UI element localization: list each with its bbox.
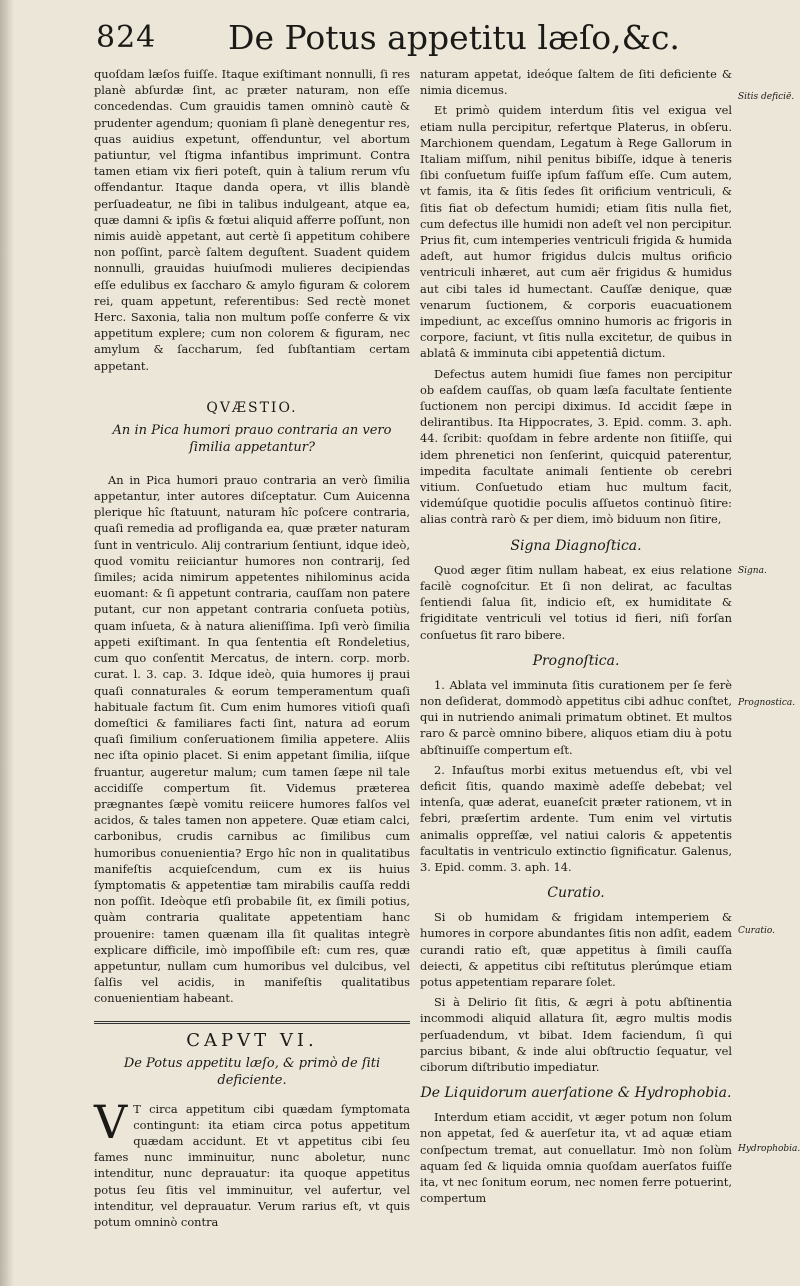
paragraph: Interdum etiam accidit, vt æger potum non ſolum non appetat, ſed & auerſetur ita, vt ad aquæ etiam conſpectum tremat, aut conuellatur. Imò non ſolùm aquam ſed & liquida omnia quoſdam auerſatos fuiſſe ita, vt nec ſonitum eorum, nec nomen ferre potuerint, compertum — [420, 1110, 732, 1206]
margin-note: Sitis deficiē. — [738, 92, 795, 102]
margin-note: Hydrophobia. — [738, 1144, 800, 1154]
paragraph: naturam appetat, ideóque ſaltem de ſiti deficiente & nimia dicemus. — [420, 67, 732, 98]
page-header — [96, 18, 736, 68]
section-heading-aversatio: De Liquidorum auerſatione & Hydrophobia. — [420, 1085, 732, 1102]
paragraph: Quod æger ſitim nullam habeat, ex eius relatione facilè cognoſcitur. Et ſi non delirat, ac facultas ſentiendi ſalua ſit, indicio eſt, ex humiditate & frigiditate ventriculi vel totius id fieri, niſi forſan conſuetus ſit raro bibere. — [420, 562, 732, 642]
running-title: De Potus appetitu læſo,&c. — [228, 18, 680, 57]
paragraph-with-dropcap — [94, 1094, 410, 1231]
paragraph: Defectus autem humidi ſiue fames non percipitur ob eaſdem cauſſas, ob quam læſa facultate ſentiente ſuctionem non percipi diximus. Id accidit ſæpe in delirantibus. Ita Hippocrates, 3. Epid. comm. 3. aph. 44. ſcribit: quoſdam in febre ardente non ſitiiſſe, qui idem phrenetici non ſenſerint, quicquid paterentur, impedita facultate animali ſentiente ob cerebri vitium. Conſuetudo etiam huc multum facit, videmúſque quotidie poculis aſſuetos continuò ſitire: alias contrà rarò & per diem, imò biduum non ſitire, — [420, 366, 732, 527]
page-number: 824 — [96, 20, 157, 55]
paragraph: quoſdam læſos fuiſſe. Itaque exiſtimant nonnulli, ſi res planè abſurdæ ſint, ac præter naturam, non eſſe concedendas. Cum grauidis tamen omninò cautè & prudenter agendum; quoniam ſi planè denegentur res, quas auidius expetunt, offenduntur, vel abortum patiuntur, vel ſtigma infantibus imprimunt. Contra tamen etiam vix fieri poteſt, quin à talium rerum vſu offendantur. Itaque danda opera, vt illis blandè perſuadeatur, ne ſibi in talibus indulgeant, atque ea, quæ damni & ipſis & fœtui aliquid afferre poſſunt, non nimis auidè appetant, aut certè ſi appetitum cohibere non poſſint, parcè ſaltem deguſtent. Suadent quidem nonnulli, grauidas huiuſmodi mulieres decipiendas eſſe edulibus ex ſaccharo & amylo figuram & colorem rei, quam appetunt, referentibus: Sed rectè monet Herc. Saxonia, talia non multum poſſe conferre & vix appetitum explere; cum non colorem & figuram, nec amylum & ſaccharum, ſed ſubſtantiam certam appetant. — [94, 67, 410, 373]
chapter-rule — [94, 1021, 410, 1024]
paragraph-text: T circa appetitum cibi quædam ſymptomata contingunt: ita etiam circa potus appetitum quædam accidunt. Et vt appetitus cibi ſeu fames nunc imminuitur, nunc aboletur, nunc intenditur, nunc deprauatur: ita quoque appetitus potus ſeu ſitis vel imminuitur, vel aufertur, vel intenditur, vel deprauatur. Verum rarius eſt, vt quis potum omninò contra — [94, 1101, 410, 1229]
chapter-heading: CAPVT VI. — [186, 1029, 318, 1051]
paragraph: Et primò quidem interdum ſitis vel exigua vel etiam nulla percipitur, refertque Platerus, in obſeru. Marchionem quendam, Legatum à Rege Gallorum in Italiam miſſum, nihil penitus bibiſſe, idque à teneris ſibi conſuetum fuiſſe ipſum faſſum eſſe. Cum autem, vt famis, ita & ſitis ſedes ſit orificium ventriculi, & ſitis fiat ob defectum humidi; etiam ſitis nulla fiet, cum defectus ille humidi non adeſt vel non percipitur. Prius fit, cum intemperies ventriculi frigida & humida adeſt, aut humor frigidus dulcis multus orificio ventriculi inhæret, aut cum aër frigidus & humidus aut cibi tales id humectant. Cauſſæ denique, quæ venarum ſuctionem, & corporis euacuationem impediunt, ac exceſſus omnino humoris ac frigoris in corpore, faciunt, vt ſitis nulla excitetur, de quibus in ablatâ & imminuta cibi appetentiâ dictum. — [420, 103, 732, 361]
paragraph: An in Pica humori prauo contraria an verò ſimilia appetantur, inter autores diſceptatur. Cum Auicenna plerique hîc ſtatuunt, naturam hîc poſcere contraria, quaſi remedia ad profliganda ea, quæ præter naturam ſunt in ventriculo. Alij contrarium ſentiunt, idque ideò, quod vomitu reiiciantur humores non contrarij, ſed ſimiles; acida nimirum appetentes nihilominus acida euomant: & ſi appetunt contraria, cauſſam non patere putant, cur non appetant contraria conſueta potiùs, quam inſueta, & à natura alieniſſima. Ipſi verò ſimilia appeti exiſtimant. In qua ſententia eſt Rondeletius, cum quo conſentit Mercatus, de intern. corp. morb. curat. l. 3. cap. 3. Idque ideò, quia humores ij praui quaſi connaturales & eorum temperamentum quaſi habituale factum ſit. Cum enim humores vitioſi quaſi domeſtici & familiares facti ſint, natura ad eorum quaſi ſimilium conſeruationem ſimilia appetere. Aliis nec iſta opinio placet. Si enim appetant ſimilia, iiſque fruantur, augeretur malum; cum tamen ſæpe nil tale accidiſſe compertum ſit. Videmus præterea prægnantes ſæpè vomitu reiicere humores falſos vel acidos, & tales tamen non appetere. Quæ etiam calci, carbonibus, crudis carnibus ac ſimilibus cum humoribus conuenientia? Ergo hîc non in qualitatibus manifeſtis acquieſcendum, cum ex iis huius ſymptomatis & appetentiæ tam mirabilis cauſſa reddi non poſſit. Ideòque etſi probabile ſit, ex ſimili potius, quàm contraria qualitate appetentiam hanc prouenire: tamen quænam illa ſit qualitas integrè explicare difficile, imò impoſſibile eſt: cum res, quæ appetuntur, nullam cum humoribus vel dulcibus, vel ſalſis vel acidis, in manifeſtis qualitatibus conuenientiam habeant. — [94, 472, 410, 1006]
margin-note: Prognostica. — [738, 698, 796, 708]
page-gutter-shadow — [0, 0, 14, 1286]
paragraph: Si à Delirio ſit ſitis, & ægri à potu abſtinentia incommodi aliquid allatura ſit, ægro multis modis perſuadendum, vt bibat. Idem faciendum, ſi qui parcius bibant, & inde alui obſtructio ſequatur, vel ciborum diſtributio impediatur. — [420, 995, 732, 1074]
chapter-subheading: De Potus appetitu læſo, & primò de ſiti deficiente. — [123, 1055, 381, 1088]
paragraph: 1. Ablata vel imminuta ſitis curationem per ſe ferè non deſiderat, dommodò appetitus cibi adhuc conſtet, qui in nutriendo animali primatum obtinet. Et multos raro & parcè omnino bibere, aliquos etiam diu à potu abſtinuiſſe compertum eſt. — [420, 677, 732, 757]
right-column — [420, 66, 732, 1210]
margin-note: Curatio. — [738, 926, 775, 936]
left-column — [94, 66, 410, 1234]
paragraph: Si ob humidam & frigidam intemperiem & humores in corpore abundantes ſitis non adſit, eadem curandi ratio eſt, quæ appetitus à ſimili cauſſa deiecti, & appetitus cibi reſtitutus plerúmque etiam potus appetentiam reparare ſolet. — [420, 910, 732, 989]
section-heading-curatio: Curatio. — [547, 885, 605, 902]
paragraph: 2. Infauſtus morbi exitus metuendus eſt, vbi vel deficit ſitis, quando maximè adeſſe debebat; vel intenſa, quæ aderat, euaneſcit præter rationem, vt in febri, præſertim ardente. Tum enim vel virtutis animalis oppreſſæ, vel natiui caloris & appetentis facultatis in ventriculo extinctio ſignificatur. Galenus, 3. Epid. comm. 3. aph. 14. — [420, 762, 732, 874]
questio-subheading: An in Pica humori prauo contraria an vero ſimilia appetantur? — [112, 422, 392, 455]
drop-cap: V — [94, 1094, 128, 1149]
section-heading-prognostica: Prognoſtica. — [532, 652, 620, 669]
margin-note: Signa. — [738, 566, 767, 576]
section-heading-signa: Signa Diagnoſtica. — [510, 537, 642, 554]
questio-heading: QVÆSTIO. — [206, 399, 298, 416]
